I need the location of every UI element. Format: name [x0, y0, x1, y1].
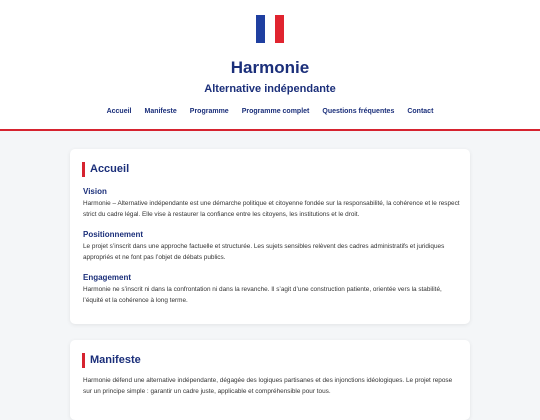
nav-questions-frequentes[interactable]: Questions fréquentes: [322, 108, 395, 115]
nav-manifeste[interactable]: Manifeste: [144, 108, 177, 115]
vision-heading: Vision: [83, 187, 107, 196]
nav-programme-complet[interactable]: Programme complet: [241, 108, 310, 115]
accueil-title: Accueil: [82, 162, 129, 177]
manifeste-title: Manifeste: [82, 353, 141, 368]
nav-contact[interactable]: Contact: [407, 108, 434, 115]
engagement-heading: Engagement: [83, 273, 132, 282]
positionnement-text: Le projet s’inscrit dans une approche factuelle et structurée. Les sujets sensibles relèvent des cadres administratifs et juridiques appropriés et ne font pas l’objet de débats publics.: [83, 243, 445, 261]
manifeste-text: Harmonie défend une alternative indépendante, dégagée des logiques partisanes et des injonctions idéologiques. Le projet repose sur un principe simple : garantir un cadre juste, applicable et compréhensible pour tous.: [83, 377, 453, 395]
engagement-text: Harmonie ne s’inscrit ni dans la confrontation ni dans la revanche. Il s’agit d’une construction patiente, orientée vers la stabilité, l’équité et la cohérence à long terme.: [83, 286, 442, 304]
positionnement-heading: Positionnement: [83, 230, 144, 239]
manifeste-card: [70, 340, 470, 420]
main-nav: [0, 108, 540, 115]
accueil-card: [70, 149, 470, 324]
site-header: [0, 0, 540, 130]
site-subtitle: Alternative indépendante: [204, 83, 336, 95]
vision-text: Harmonie – Alternative indépendante est une démarche politique et citoyenne fondée sur la responsabilité, la cohérence et le respect strict du cadre légal. Elle vise à restaurer la confiance entre les citoyens, les institutions et le droit.: [83, 200, 460, 218]
site-title: Harmonie: [230, 58, 310, 77]
nav-programme[interactable]: Programme: [189, 108, 229, 115]
header-divider: [0, 129, 540, 131]
french-flag-icon: [256, 15, 284, 43]
nav-accueil[interactable]: Accueil: [106, 108, 132, 115]
